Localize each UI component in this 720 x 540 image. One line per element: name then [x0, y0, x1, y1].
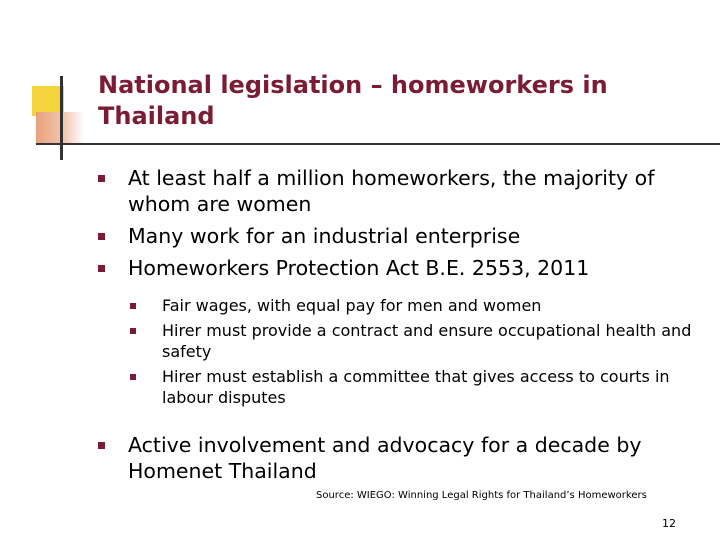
sub-bullet-text: Hirer must provide a contract and ensure occupational health and safety	[162, 321, 692, 361]
square-bullet-icon	[130, 303, 136, 309]
list-item	[98, 165, 698, 217]
list-item	[128, 320, 708, 362]
square-bullet-icon	[98, 233, 105, 240]
main-bullet-list	[98, 165, 698, 281]
square-bullet-icon	[130, 374, 136, 380]
square-bullet-icon	[98, 175, 105, 182]
list-item	[98, 223, 698, 249]
bullet-text: Active involvement and advocacy for a decade by Homenet Thailand	[128, 433, 642, 483]
bullet-text: Many work for an industrial enterprise	[128, 224, 521, 248]
page-number: 12	[662, 517, 676, 530]
list-item	[128, 366, 708, 408]
final-bullet-list	[98, 432, 698, 484]
slide-title: National legislation – homeworkers in Thailand	[98, 71, 608, 130]
bullet-text: Homeworkers Protection Act B.E. 2553, 2011	[128, 256, 590, 280]
title-underline-rule	[36, 143, 720, 145]
sub-bullet-text: Hirer must establish a committee that gives access to courts in labour disputes	[162, 367, 670, 407]
list-item	[98, 432, 698, 484]
sub-bullet-text: Fair wages, with equal pay for men and women	[162, 296, 542, 315]
square-bullet-icon	[98, 442, 105, 449]
square-bullet-icon	[98, 265, 105, 272]
list-item	[98, 255, 698, 281]
list-item	[128, 295, 708, 316]
square-bullet-icon	[130, 328, 136, 334]
bullet-text: At least half a million homeworkers, the majority of whom are women	[128, 166, 655, 216]
sub-bullet-list	[128, 295, 708, 408]
decorative-vertical-rule	[60, 76, 63, 160]
source-citation: Source: WIEGO: Winning Legal Rights for Thailand’s Homeworkers	[316, 490, 647, 501]
